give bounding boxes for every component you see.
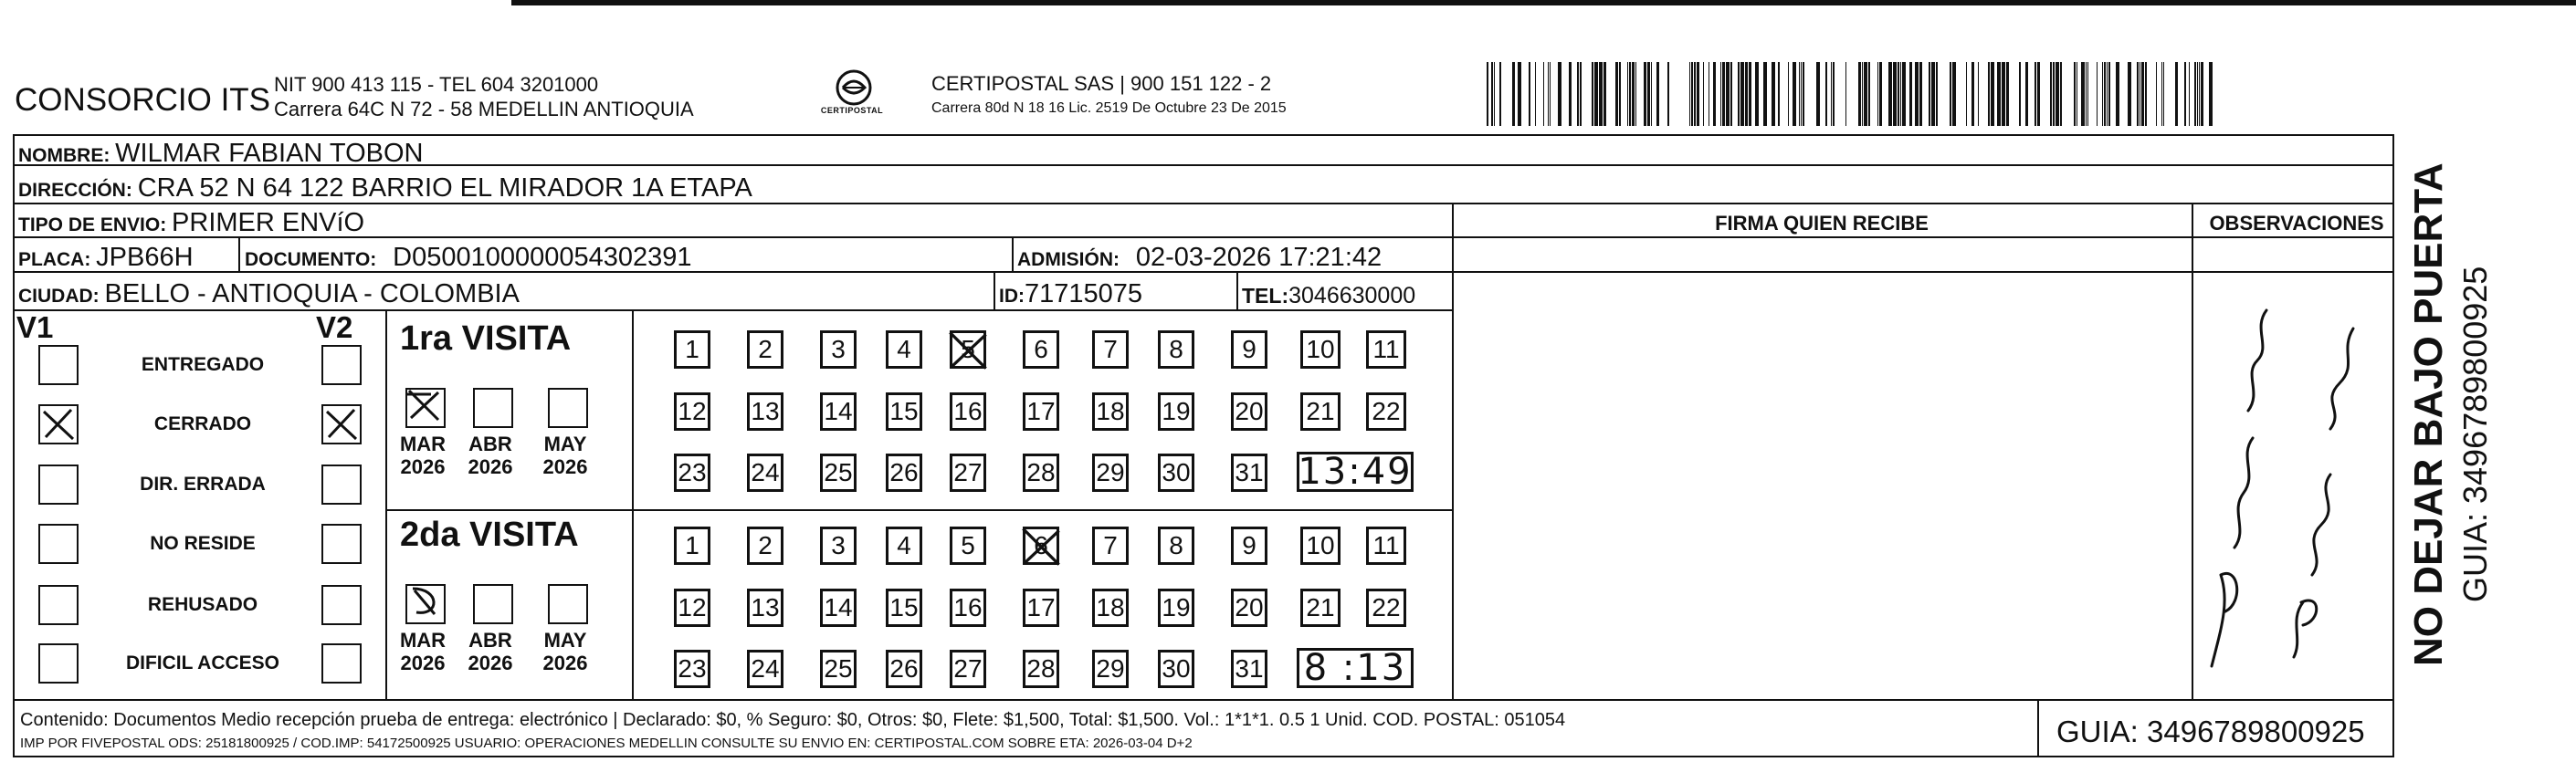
day-checkbox[interactable]: 31 <box>1231 454 1267 492</box>
month-label <box>458 629 522 674</box>
v2-checkbox[interactable] <box>321 465 362 505</box>
day-checkbox[interactable]: 18 <box>1092 392 1129 431</box>
ciudad-field <box>18 279 520 309</box>
day-checkbox[interactable]: 19 <box>1158 392 1194 431</box>
day-checkbox[interactable]: 3 <box>820 527 857 565</box>
day-checkbox[interactable]: 9 <box>1231 527 1267 565</box>
month-name: ABR <box>468 433 512 455</box>
month-year: 2026 <box>542 652 588 674</box>
month-name: MAR <box>399 433 447 455</box>
month-year: 2026 <box>468 652 513 674</box>
day-checkbox[interactable]: 29 <box>1092 650 1129 688</box>
day-checkbox[interactable]: 1 <box>674 330 710 369</box>
day-checkbox[interactable]: 18 <box>1092 589 1129 627</box>
admision-value: 02-03-2026 17:21:42 <box>1135 243 1383 272</box>
visit-time[interactable]: 8 :13 <box>1297 648 1414 688</box>
month-year: 2026 <box>542 455 588 478</box>
day-checkbox[interactable]: 25 <box>820 454 857 492</box>
v2-header: V2 <box>316 310 353 344</box>
month-name: MAY <box>543 433 587 455</box>
v2-checkbox[interactable] <box>321 524 362 564</box>
day-checkbox[interactable]: 9 <box>1231 330 1267 369</box>
status-label: REHUSADO <box>147 594 258 615</box>
tel-value: 3046630000 <box>1288 283 1416 308</box>
nit-line: NIT 900 413 115 - TEL 604 3201000 <box>274 73 599 96</box>
day-checkbox[interactable]: 23 <box>674 650 710 688</box>
certipostal-address: Carrera 80d N 18 16 Lic. 2519 De Octubre 23 De 2015 <box>931 100 1287 116</box>
v1-checkbox[interactable] <box>38 465 79 505</box>
day-checkbox[interactable]: 28 <box>1023 454 1059 492</box>
month-label <box>391 433 455 478</box>
day-checkbox[interactable]: 13 <box>747 589 783 627</box>
v1-checkbox[interactable] <box>38 345 79 385</box>
tipo-envio-value: PRIMER ENVíO <box>172 208 365 237</box>
day-checkbox[interactable]: 5 <box>950 330 986 369</box>
day-checkbox[interactable]: 13 <box>747 392 783 431</box>
observaciones-handwriting <box>2193 274 2394 694</box>
day-checkbox[interactable]: 4 <box>886 330 922 369</box>
status-label: CERRADO <box>153 413 252 434</box>
v1-header: V1 <box>16 310 54 344</box>
placa-label: PLACA: <box>18 249 91 270</box>
day-checkbox[interactable]: 15 <box>886 392 922 431</box>
day-checkbox[interactable]: 14 <box>820 589 857 627</box>
company-info <box>274 72 694 121</box>
day-checkbox[interactable]: 2 <box>747 527 783 565</box>
day-checkbox[interactable]: 30 <box>1158 650 1194 688</box>
day-checkbox[interactable]: 24 <box>747 650 783 688</box>
v1-checkbox[interactable] <box>38 585 79 625</box>
side-guia: GUIA: 3496789800925 <box>2456 266 2494 602</box>
day-checkbox[interactable]: 16 <box>950 392 986 431</box>
top-border-line <box>511 0 2576 5</box>
month-checkbox[interactable] <box>405 388 446 428</box>
day-checkbox[interactable]: 22 <box>1366 392 1406 431</box>
day-checkbox[interactable]: 21 <box>1300 392 1341 431</box>
day-checkbox[interactable]: 28 <box>1023 650 1059 688</box>
day-checkbox[interactable]: 10 <box>1300 330 1341 369</box>
day-checkbox[interactable]: 11 <box>1366 527 1406 565</box>
day-checkbox[interactable]: 19 <box>1158 589 1194 627</box>
documento-label: DOCUMENTO: <box>245 249 377 270</box>
day-checkbox[interactable]: 21 <box>1300 589 1341 627</box>
day-checkbox[interactable]: 17 <box>1023 589 1059 627</box>
footer-guia: GUIA: 3496789800925 <box>2056 715 2365 748</box>
month-year: 2026 <box>400 455 446 478</box>
day-checkbox[interactable]: 1 <box>674 527 710 565</box>
observaciones-header: OBSERVACIONES <box>2209 212 2384 235</box>
ciudad-value: BELLO - ANTIOQUIA - COLOMBIA <box>104 279 520 308</box>
day-checkbox[interactable]: 2 <box>747 330 783 369</box>
day-checkbox[interactable]: 15 <box>886 589 922 627</box>
month-year: 2026 <box>468 455 513 478</box>
side-warning: NO DEJAR BAJO PUERTA <box>2406 162 2451 666</box>
day-checkbox[interactable]: 30 <box>1158 454 1194 492</box>
visit-title: 2da VISITA <box>400 516 579 554</box>
day-checkbox[interactable]: 24 <box>747 454 783 492</box>
id-field <box>999 279 1142 309</box>
month-checkbox[interactable] <box>473 584 513 624</box>
day-checkbox[interactable]: 27 <box>950 650 986 688</box>
tipo-envio-field <box>18 208 364 238</box>
month-name: ABR <box>468 629 512 652</box>
month-name: MAY <box>543 629 587 652</box>
tel-label: TEL: <box>1242 284 1289 308</box>
day-checkbox[interactable]: 31 <box>1231 650 1267 688</box>
month-label <box>533 629 597 674</box>
day-checkbox[interactable]: 23 <box>674 454 710 492</box>
visit-title: 1ra VISITA <box>400 319 572 358</box>
nombre-label: NOMBRE: <box>18 145 110 166</box>
v2-checkbox[interactable] <box>321 643 362 684</box>
day-checkbox[interactable]: 11 <box>1366 330 1406 369</box>
status-label: DIR. ERRADA <box>140 474 266 495</box>
id-label: ID: <box>999 286 1025 307</box>
day-checkbox[interactable]: 8 <box>1158 330 1194 369</box>
day-checkbox[interactable]: 20 <box>1231 589 1267 627</box>
month-checkbox[interactable] <box>473 388 513 428</box>
day-checkbox[interactable]: 22 <box>1366 589 1406 627</box>
day-checkbox[interactable]: 27 <box>950 454 986 492</box>
direccion-value: CRA 52 N 64 122 BARRIO EL MIRADOR 1A ETAPA <box>137 173 752 203</box>
day-checkbox[interactable]: 10 <box>1300 527 1341 565</box>
status-label: DIFICIL ACCESO <box>125 652 279 673</box>
month-checkbox[interactable] <box>548 584 588 624</box>
day-checkbox[interactable]: 20 <box>1231 392 1267 431</box>
month-checkbox[interactable] <box>548 388 588 428</box>
v2-checkbox[interactable] <box>321 345 362 385</box>
footer-content-line: Contenido: Documentos Medio recepción prueba de entrega: electrónico | Declarado: $0, % Seguro: $0, Otros: $0, Flete: $1,500, Total: $1,500. Vol.: 1*1*1. 0.5 1 Unid. COD. POSTAL: 051054 <box>20 710 1566 730</box>
day-checkbox[interactable]: 4 <box>886 527 922 565</box>
company-address: Carrera 64C N 72 - 58 MEDELLIN ANTIOQUIA <box>274 98 694 120</box>
nombre-value: WILMAR FABIAN TOBON <box>115 139 424 168</box>
direccion-field <box>18 173 752 204</box>
day-checkbox[interactable]: 5 <box>950 527 986 565</box>
placa-field <box>18 243 194 273</box>
day-checkbox[interactable]: 6 <box>1023 527 1059 565</box>
day-checkbox[interactable]: 26 <box>886 650 922 688</box>
month-year: 2026 <box>400 652 446 674</box>
certipostal-info <box>931 72 1287 117</box>
v2-checkbox[interactable] <box>321 585 362 625</box>
direccion-label: DIRECCIÓN: <box>18 180 132 201</box>
status-label: NO RESIDE <box>150 533 256 554</box>
tipo-envio-label: TIPO DE ENVIO: <box>18 214 167 235</box>
day-checkbox[interactable]: 17 <box>1023 392 1059 431</box>
footer-print-line: IMP POR FIVEPOSTAL ODS: 25181800925 / COD.IMP: 54172500925 USUARIO: OPERACIONES MEDELLIN CONSULTE SU ENVIO EN: CERTIPOSTAL.COM SOBRE ETA: 2026-03-04 D+2 <box>20 736 1193 751</box>
id-value: 71715075 <box>1025 279 1143 308</box>
day-checkbox[interactable]: 12 <box>674 392 710 431</box>
day-checkbox[interactable]: 3 <box>820 330 857 369</box>
admision-label: ADMISIÓN: <box>1017 249 1120 270</box>
day-checkbox[interactable]: 29 <box>1092 454 1129 492</box>
v2-checkbox[interactable] <box>321 404 362 444</box>
month-name: MAR <box>399 629 447 652</box>
visit-time[interactable]: 13:49 <box>1298 451 1413 493</box>
documento-value: D0500100000054302391 <box>393 243 692 272</box>
firma-header: FIRMA QUIEN RECIBE <box>1715 212 1929 235</box>
day-checkbox[interactable]: 14 <box>820 392 857 431</box>
logo-text: CERTIPOSTAL <box>820 106 884 115</box>
ciudad-label: CIUDAD: <box>18 286 100 307</box>
admision-field <box>1017 243 1382 273</box>
nombre-field <box>18 139 424 169</box>
signature-area[interactable] <box>1452 274 2177 694</box>
day-checkbox[interactable]: 7 <box>1092 527 1129 565</box>
month-label <box>533 433 597 478</box>
day-checkbox[interactable]: 7 <box>1092 330 1129 369</box>
v1-checkbox[interactable] <box>38 524 79 564</box>
day-checkbox[interactable]: 26 <box>886 454 922 492</box>
day-checkbox[interactable]: 12 <box>674 589 710 627</box>
day-checkbox[interactable]: 8 <box>1158 527 1194 565</box>
v1-checkbox[interactable] <box>38 404 79 444</box>
status-label: ENTREGADO <box>141 354 265 375</box>
day-checkbox[interactable]: 16 <box>950 589 986 627</box>
company-name: CONSORCIO ITS <box>15 82 271 118</box>
day-checkbox[interactable]: 6 <box>1023 330 1059 369</box>
v1-checkbox[interactable] <box>38 643 79 684</box>
day-checkbox[interactable]: 25 <box>820 650 857 688</box>
tel-field <box>1242 283 1415 309</box>
month-checkbox[interactable] <box>405 584 446 624</box>
barcode <box>1487 62 2213 126</box>
month-label <box>391 629 455 674</box>
documento-field <box>245 243 692 273</box>
month-label <box>458 433 522 478</box>
certipostal-line: CERTIPOSTAL SAS | 900 151 122 - 2 <box>931 72 1272 95</box>
placa-value: JPB66H <box>96 243 194 272</box>
